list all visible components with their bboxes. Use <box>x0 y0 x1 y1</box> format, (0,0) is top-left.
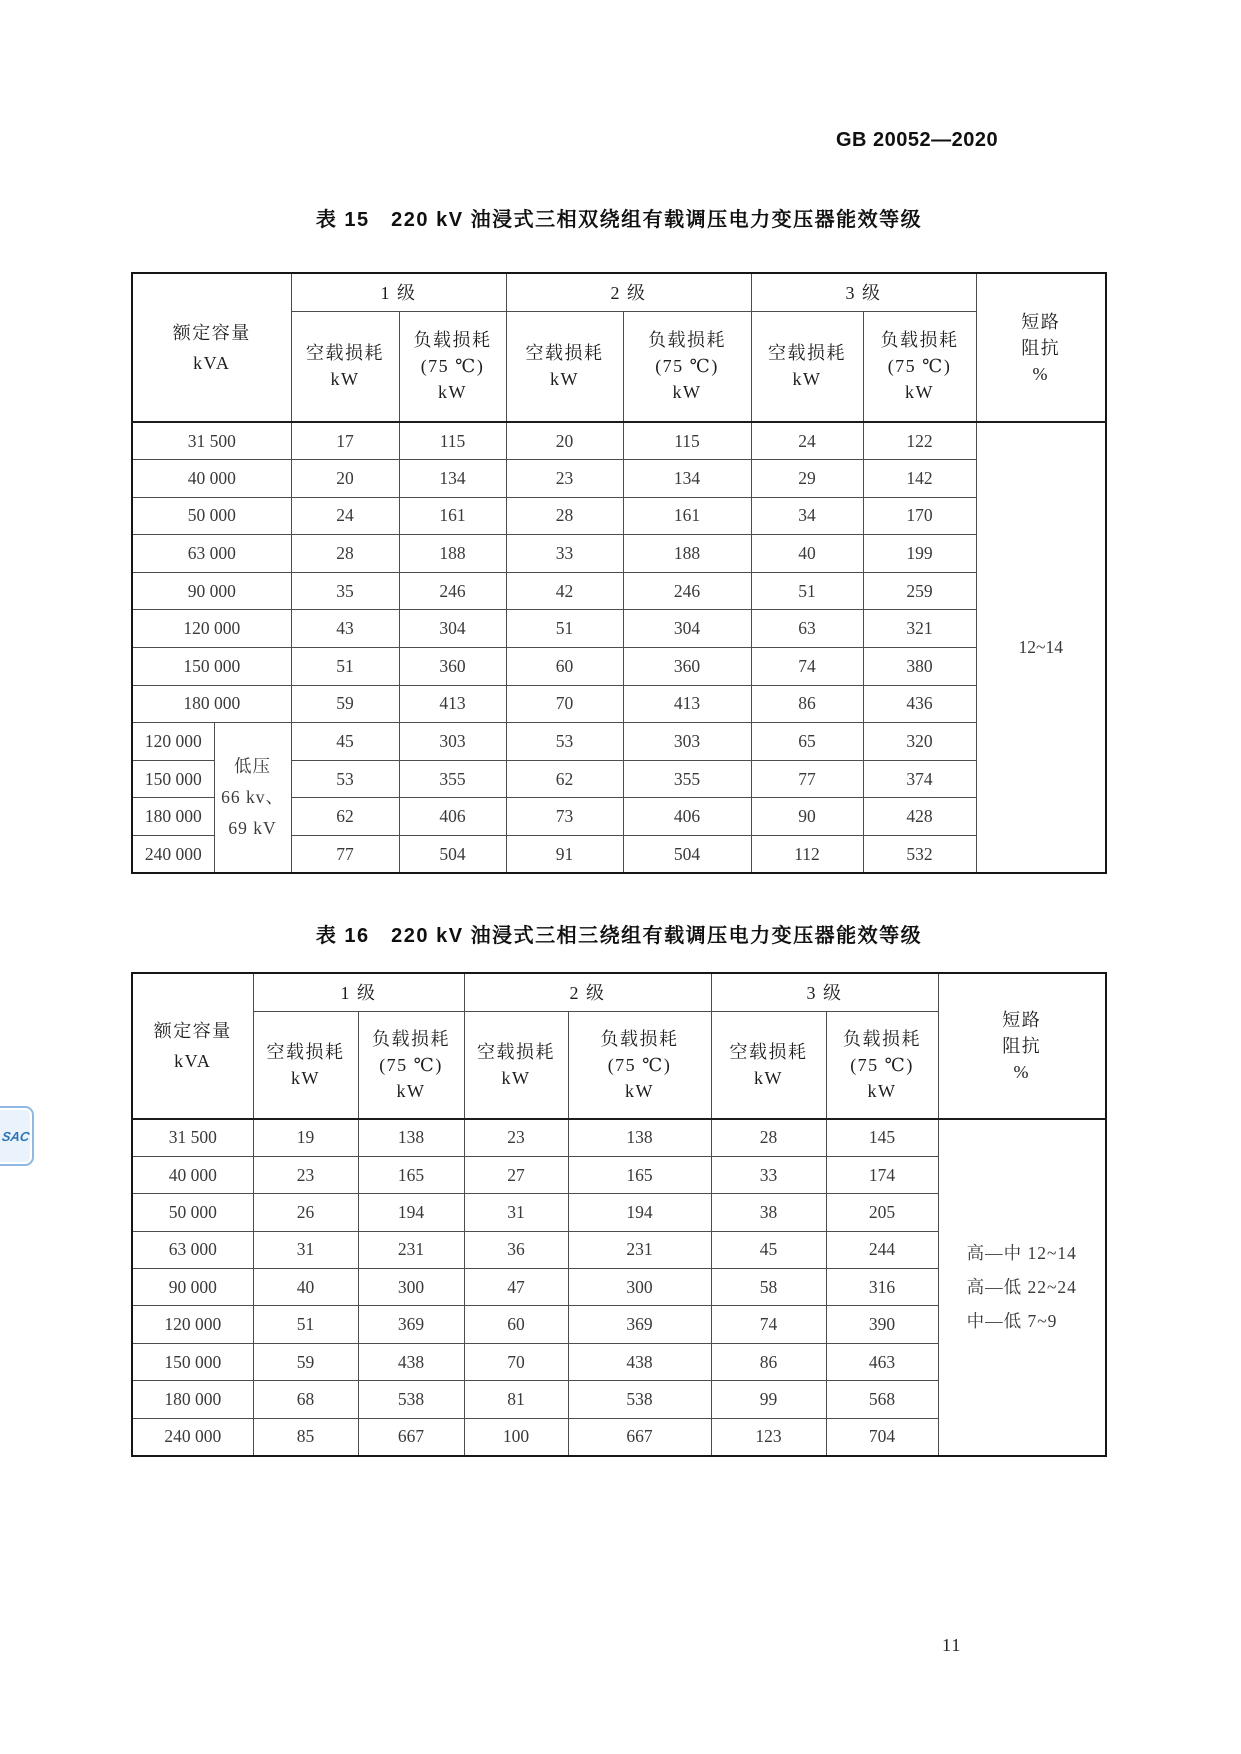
value-cell: 320 <box>863 723 976 761</box>
value-cell: 17 <box>291 422 399 460</box>
value-cell: 73 <box>506 798 623 836</box>
value-cell: 438 <box>358 1343 464 1380</box>
load-loss-label: 负载损耗 <box>648 330 726 351</box>
value-cell: 406 <box>623 798 751 836</box>
value-cell: 31 <box>464 1194 568 1231</box>
grade-header-row <box>132 273 1106 311</box>
value-cell: 303 <box>399 723 506 761</box>
value-cell: 91 <box>506 836 623 874</box>
value-cell: 100 <box>464 1418 568 1455</box>
low-voltage-label-cell <box>214 723 291 873</box>
value-cell: 188 <box>399 535 506 573</box>
table-row <box>132 497 1106 535</box>
value-cell: 704 <box>826 1418 938 1455</box>
value-cell: 360 <box>623 648 751 686</box>
grade2-header: 2 级 <box>464 973 711 1011</box>
value-cell: 374 <box>863 760 976 798</box>
value-cell: 244 <box>826 1231 938 1268</box>
impedance-header-unit: % <box>1013 1062 1030 1082</box>
load-loss-unit: kW <box>625 1080 654 1101</box>
impedance-value-cell: 12~14 <box>976 422 1106 873</box>
value-cell: 194 <box>358 1194 464 1231</box>
value-cell: 165 <box>358 1156 464 1193</box>
capacity-cell: 180 000 <box>132 685 291 723</box>
table-row <box>132 422 1106 460</box>
capacity-cell: 180 000 <box>132 798 214 836</box>
value-cell: 23 <box>464 1119 568 1156</box>
table-row <box>132 610 1106 648</box>
page-number: 11 <box>942 1635 962 1655</box>
no-load-loss-unit: kW <box>550 369 579 390</box>
no-load-loss-header <box>751 311 863 422</box>
impedance-header <box>976 273 1106 422</box>
table-row <box>132 648 1106 686</box>
value-cell: 33 <box>711 1156 826 1193</box>
value-cell: 380 <box>863 648 976 686</box>
capacity-cell: 240 000 <box>132 1418 253 1455</box>
value-cell: 142 <box>863 460 976 498</box>
value-cell: 81 <box>464 1381 568 1418</box>
load-loss-label: 负载损耗 <box>843 1028 921 1049</box>
value-cell: 138 <box>358 1119 464 1156</box>
impedance-header-line: 短路 <box>1021 311 1061 332</box>
value-cell: 170 <box>863 497 976 535</box>
value-cell: 86 <box>751 685 863 723</box>
grade-header-row <box>132 973 1106 1011</box>
value-cell: 161 <box>399 497 506 535</box>
capacity-cell: 40 000 <box>132 1156 253 1193</box>
capacity-header-label: 额定容量 <box>172 322 251 343</box>
value-cell: 413 <box>623 685 751 723</box>
value-cell: 369 <box>358 1306 464 1343</box>
value-cell: 300 <box>358 1269 464 1306</box>
load-loss-header <box>863 311 976 422</box>
no-load-loss-unit: kW <box>330 369 360 390</box>
value-cell: 77 <box>291 836 399 874</box>
capacity-cell: 50 000 <box>132 1194 253 1231</box>
load-loss-header <box>568 1011 711 1119</box>
value-cell: 145 <box>826 1119 938 1156</box>
no-load-loss-label: 空载损耗 <box>729 1041 808 1062</box>
value-cell: 538 <box>358 1381 464 1418</box>
load-loss-header <box>826 1011 938 1119</box>
value-cell: 436 <box>863 685 976 723</box>
value-cell: 122 <box>863 422 976 460</box>
value-cell: 51 <box>506 610 623 648</box>
impedance-value-line: 高—低 22~24 <box>966 1277 1077 1298</box>
value-cell: 65 <box>751 723 863 761</box>
impedance-value-lines <box>967 1236 1077 1338</box>
capacity-cell: 63 000 <box>132 535 291 573</box>
value-cell: 42 <box>506 572 623 610</box>
value-cell: 19 <box>253 1119 358 1156</box>
no-load-loss-unit: kW <box>754 1067 783 1088</box>
capacity-cell: 150 000 <box>132 1343 253 1380</box>
no-load-loss-label: 空载损耗 <box>477 1041 555 1062</box>
value-cell: 406 <box>399 798 506 836</box>
value-cell: 188 <box>623 535 751 573</box>
value-cell: 27 <box>464 1156 568 1193</box>
no-load-loss-label: 空载损耗 <box>768 343 846 364</box>
value-cell: 77 <box>751 760 863 798</box>
impedance-value-line: 高—中 12~14 <box>966 1243 1077 1264</box>
impedance-header-line: 短路 <box>1002 1010 1042 1030</box>
value-cell: 205 <box>826 1194 938 1231</box>
table-row <box>132 685 1106 723</box>
no-load-loss-unit: kW <box>291 1067 320 1088</box>
low-voltage-label-line: 低压 <box>234 756 271 777</box>
value-cell: 45 <box>711 1231 826 1268</box>
load-loss-condition: (75 ℃) <box>887 356 952 377</box>
load-loss-unit: kW <box>396 1080 426 1101</box>
sac-logo-text: SAC <box>0 1128 31 1144</box>
value-cell: 99 <box>711 1381 826 1418</box>
table16 <box>131 972 1107 1457</box>
grade1-header: 1 级 <box>291 273 506 311</box>
load-loss-label: 负载损耗 <box>880 330 959 351</box>
value-cell: 112 <box>751 836 863 874</box>
capacity-header <box>132 973 253 1119</box>
value-cell: 134 <box>623 460 751 498</box>
value-cell: 40 <box>253 1269 358 1306</box>
capacity-cell: 120 000 <box>132 1306 253 1343</box>
impedance-header-unit: % <box>1032 363 1049 384</box>
capacity-cell: 90 000 <box>132 572 291 610</box>
value-cell: 165 <box>568 1156 711 1193</box>
capacity-cell: 150 000 <box>132 648 291 686</box>
table-row <box>132 572 1106 610</box>
value-cell: 53 <box>291 760 399 798</box>
value-cell: 74 <box>711 1306 826 1343</box>
load-loss-unit: kW <box>672 382 702 403</box>
no-load-loss-unit: kW <box>501 1067 531 1088</box>
value-cell: 194 <box>568 1194 711 1231</box>
load-loss-header <box>623 311 751 422</box>
load-loss-condition: (75 ℃) <box>379 1054 443 1075</box>
value-cell: 86 <box>711 1343 826 1380</box>
capacity-header-unit: kVA <box>174 1051 212 1071</box>
table-row <box>132 535 1106 573</box>
impedance-header-line: 阻抗 <box>1021 337 1061 358</box>
value-cell: 504 <box>623 836 751 874</box>
value-cell: 68 <box>253 1381 358 1418</box>
value-cell: 504 <box>399 836 506 874</box>
value-cell: 568 <box>826 1381 938 1418</box>
value-cell: 90 <box>751 798 863 836</box>
value-cell: 28 <box>506 497 623 535</box>
value-cell: 59 <box>291 685 399 723</box>
table-row <box>132 1119 1106 1156</box>
value-cell: 115 <box>399 422 506 460</box>
value-cell: 300 <box>568 1269 711 1306</box>
impedance-value-cell <box>938 1119 1106 1456</box>
table15-title: 表 15 220 kV 油浸式三相双绕组有载调压电力变压器能效等级 <box>315 209 923 231</box>
capacity-cell: 90 000 <box>132 1269 253 1306</box>
value-cell: 174 <box>826 1156 938 1193</box>
value-cell: 246 <box>399 572 506 610</box>
grade2-header: 2 级 <box>506 273 751 311</box>
value-cell: 31 <box>253 1231 358 1268</box>
load-loss-header <box>358 1011 464 1119</box>
value-cell: 85 <box>253 1418 358 1455</box>
load-loss-label: 负载损耗 <box>413 330 492 351</box>
value-cell: 28 <box>291 535 399 573</box>
load-loss-label: 负载损耗 <box>372 1028 450 1049</box>
load-loss-condition: (75 ℃) <box>850 1054 914 1075</box>
impedance-value-line: 中—低 7~9 <box>966 1311 1058 1332</box>
value-cell: 360 <box>399 648 506 686</box>
value-cell: 438 <box>568 1343 711 1380</box>
load-loss-label: 负载损耗 <box>600 1028 679 1049</box>
no-load-loss-label: 空载损耗 <box>266 1041 345 1062</box>
value-cell: 667 <box>568 1418 711 1455</box>
value-cell: 47 <box>464 1269 568 1306</box>
value-cell: 538 <box>568 1381 711 1418</box>
value-cell: 134 <box>399 460 506 498</box>
value-cell: 463 <box>826 1343 938 1380</box>
load-loss-condition: (75 ℃) <box>655 356 719 377</box>
load-loss-condition: (75 ℃) <box>607 1054 672 1075</box>
capacity-cell: 150 000 <box>132 760 214 798</box>
value-cell: 259 <box>863 572 976 610</box>
table-row <box>132 460 1106 498</box>
value-cell: 45 <box>291 723 399 761</box>
value-cell: 58 <box>711 1269 826 1306</box>
value-cell: 231 <box>568 1231 711 1268</box>
value-cell: 62 <box>291 798 399 836</box>
value-cell: 29 <box>751 460 863 498</box>
capacity-cell: 180 000 <box>132 1381 253 1418</box>
value-cell: 24 <box>291 497 399 535</box>
value-cell: 63 <box>751 610 863 648</box>
value-cell: 304 <box>623 610 751 648</box>
value-cell: 115 <box>623 422 751 460</box>
value-cell: 231 <box>358 1231 464 1268</box>
standard-number: GB 20052—2020 <box>836 129 999 151</box>
value-cell: 413 <box>399 685 506 723</box>
value-cell: 24 <box>751 422 863 460</box>
value-cell: 355 <box>623 760 751 798</box>
value-cell: 303 <box>623 723 751 761</box>
value-cell: 304 <box>399 610 506 648</box>
value-cell: 369 <box>568 1306 711 1343</box>
table16-title: 表 16 220 kV 油浸式三相三绕组有载调压电力变压器能效等级 <box>315 925 923 947</box>
no-load-loss-label: 空载损耗 <box>306 343 384 364</box>
capacity-header-label: 额定容量 <box>153 1021 232 1041</box>
value-cell: 390 <box>826 1306 938 1343</box>
value-cell: 199 <box>863 535 976 573</box>
no-load-loss-header <box>291 311 399 422</box>
value-cell: 51 <box>291 648 399 686</box>
load-loss-header <box>399 311 506 422</box>
value-cell: 23 <box>506 460 623 498</box>
value-cell: 28 <box>711 1119 826 1156</box>
value-cell: 70 <box>506 685 623 723</box>
value-cell: 138 <box>568 1119 711 1156</box>
grade1-header: 1 级 <box>253 973 464 1011</box>
value-cell: 70 <box>464 1343 568 1380</box>
capacity-cell: 40 000 <box>132 460 291 498</box>
load-loss-condition: (75 ℃) <box>420 356 485 377</box>
capacity-cell: 240 000 <box>132 836 214 874</box>
value-cell: 20 <box>291 460 399 498</box>
value-cell: 246 <box>623 572 751 610</box>
capacity-cell: 31 500 <box>132 1119 253 1156</box>
value-cell: 428 <box>863 798 976 836</box>
value-cell: 355 <box>399 760 506 798</box>
capacity-cell: 120 000 <box>132 610 291 648</box>
no-load-loss-header <box>506 311 623 422</box>
capacity-cell: 31 500 <box>132 422 291 460</box>
impedance-header <box>938 973 1106 1119</box>
value-cell: 38 <box>711 1194 826 1231</box>
load-loss-unit: kW <box>438 382 467 403</box>
value-cell: 161 <box>623 497 751 535</box>
capacity-header <box>132 273 291 422</box>
value-cell: 36 <box>464 1231 568 1268</box>
capacity-header-unit: kVA <box>193 352 231 373</box>
value-cell: 74 <box>751 648 863 686</box>
value-cell: 59 <box>253 1343 358 1380</box>
low-voltage-label-line: 69 kV <box>228 818 277 839</box>
load-loss-unit: kW <box>905 382 934 403</box>
value-cell: 20 <box>506 422 623 460</box>
no-load-loss-header <box>253 1011 358 1119</box>
grade3-header: 3 级 <box>751 273 976 311</box>
value-cell: 667 <box>358 1418 464 1455</box>
value-cell: 35 <box>291 572 399 610</box>
table-row <box>132 723 1106 761</box>
value-cell: 40 <box>751 535 863 573</box>
value-cell: 34 <box>751 497 863 535</box>
no-load-loss-header <box>464 1011 568 1119</box>
capacity-cell: 63 000 <box>132 1231 253 1268</box>
value-cell: 23 <box>253 1156 358 1193</box>
value-cell: 316 <box>826 1269 938 1306</box>
value-cell: 26 <box>253 1194 358 1231</box>
capacity-cell: 50 000 <box>132 497 291 535</box>
no-load-loss-unit: kW <box>792 369 822 390</box>
value-cell: 60 <box>506 648 623 686</box>
impedance-header-line: 阻抗 <box>1002 1036 1042 1056</box>
value-cell: 51 <box>253 1306 358 1343</box>
value-cell: 62 <box>506 760 623 798</box>
value-cell: 33 <box>506 535 623 573</box>
value-cell: 123 <box>711 1418 826 1455</box>
value-cell: 532 <box>863 836 976 874</box>
grade3-header: 3 级 <box>711 973 938 1011</box>
no-load-loss-label: 空载损耗 <box>525 343 604 364</box>
no-load-loss-header <box>711 1011 826 1119</box>
value-cell: 51 <box>751 572 863 610</box>
table15 <box>131 272 1107 874</box>
value-cell: 321 <box>863 610 976 648</box>
capacity-cell: 120 000 <box>132 723 214 761</box>
load-loss-unit: kW <box>867 1080 897 1101</box>
sac-logo <box>0 1106 34 1166</box>
low-voltage-label-line: 66 kv、 <box>221 787 284 808</box>
value-cell: 43 <box>291 610 399 648</box>
value-cell: 60 <box>464 1306 568 1343</box>
value-cell: 53 <box>506 723 623 761</box>
